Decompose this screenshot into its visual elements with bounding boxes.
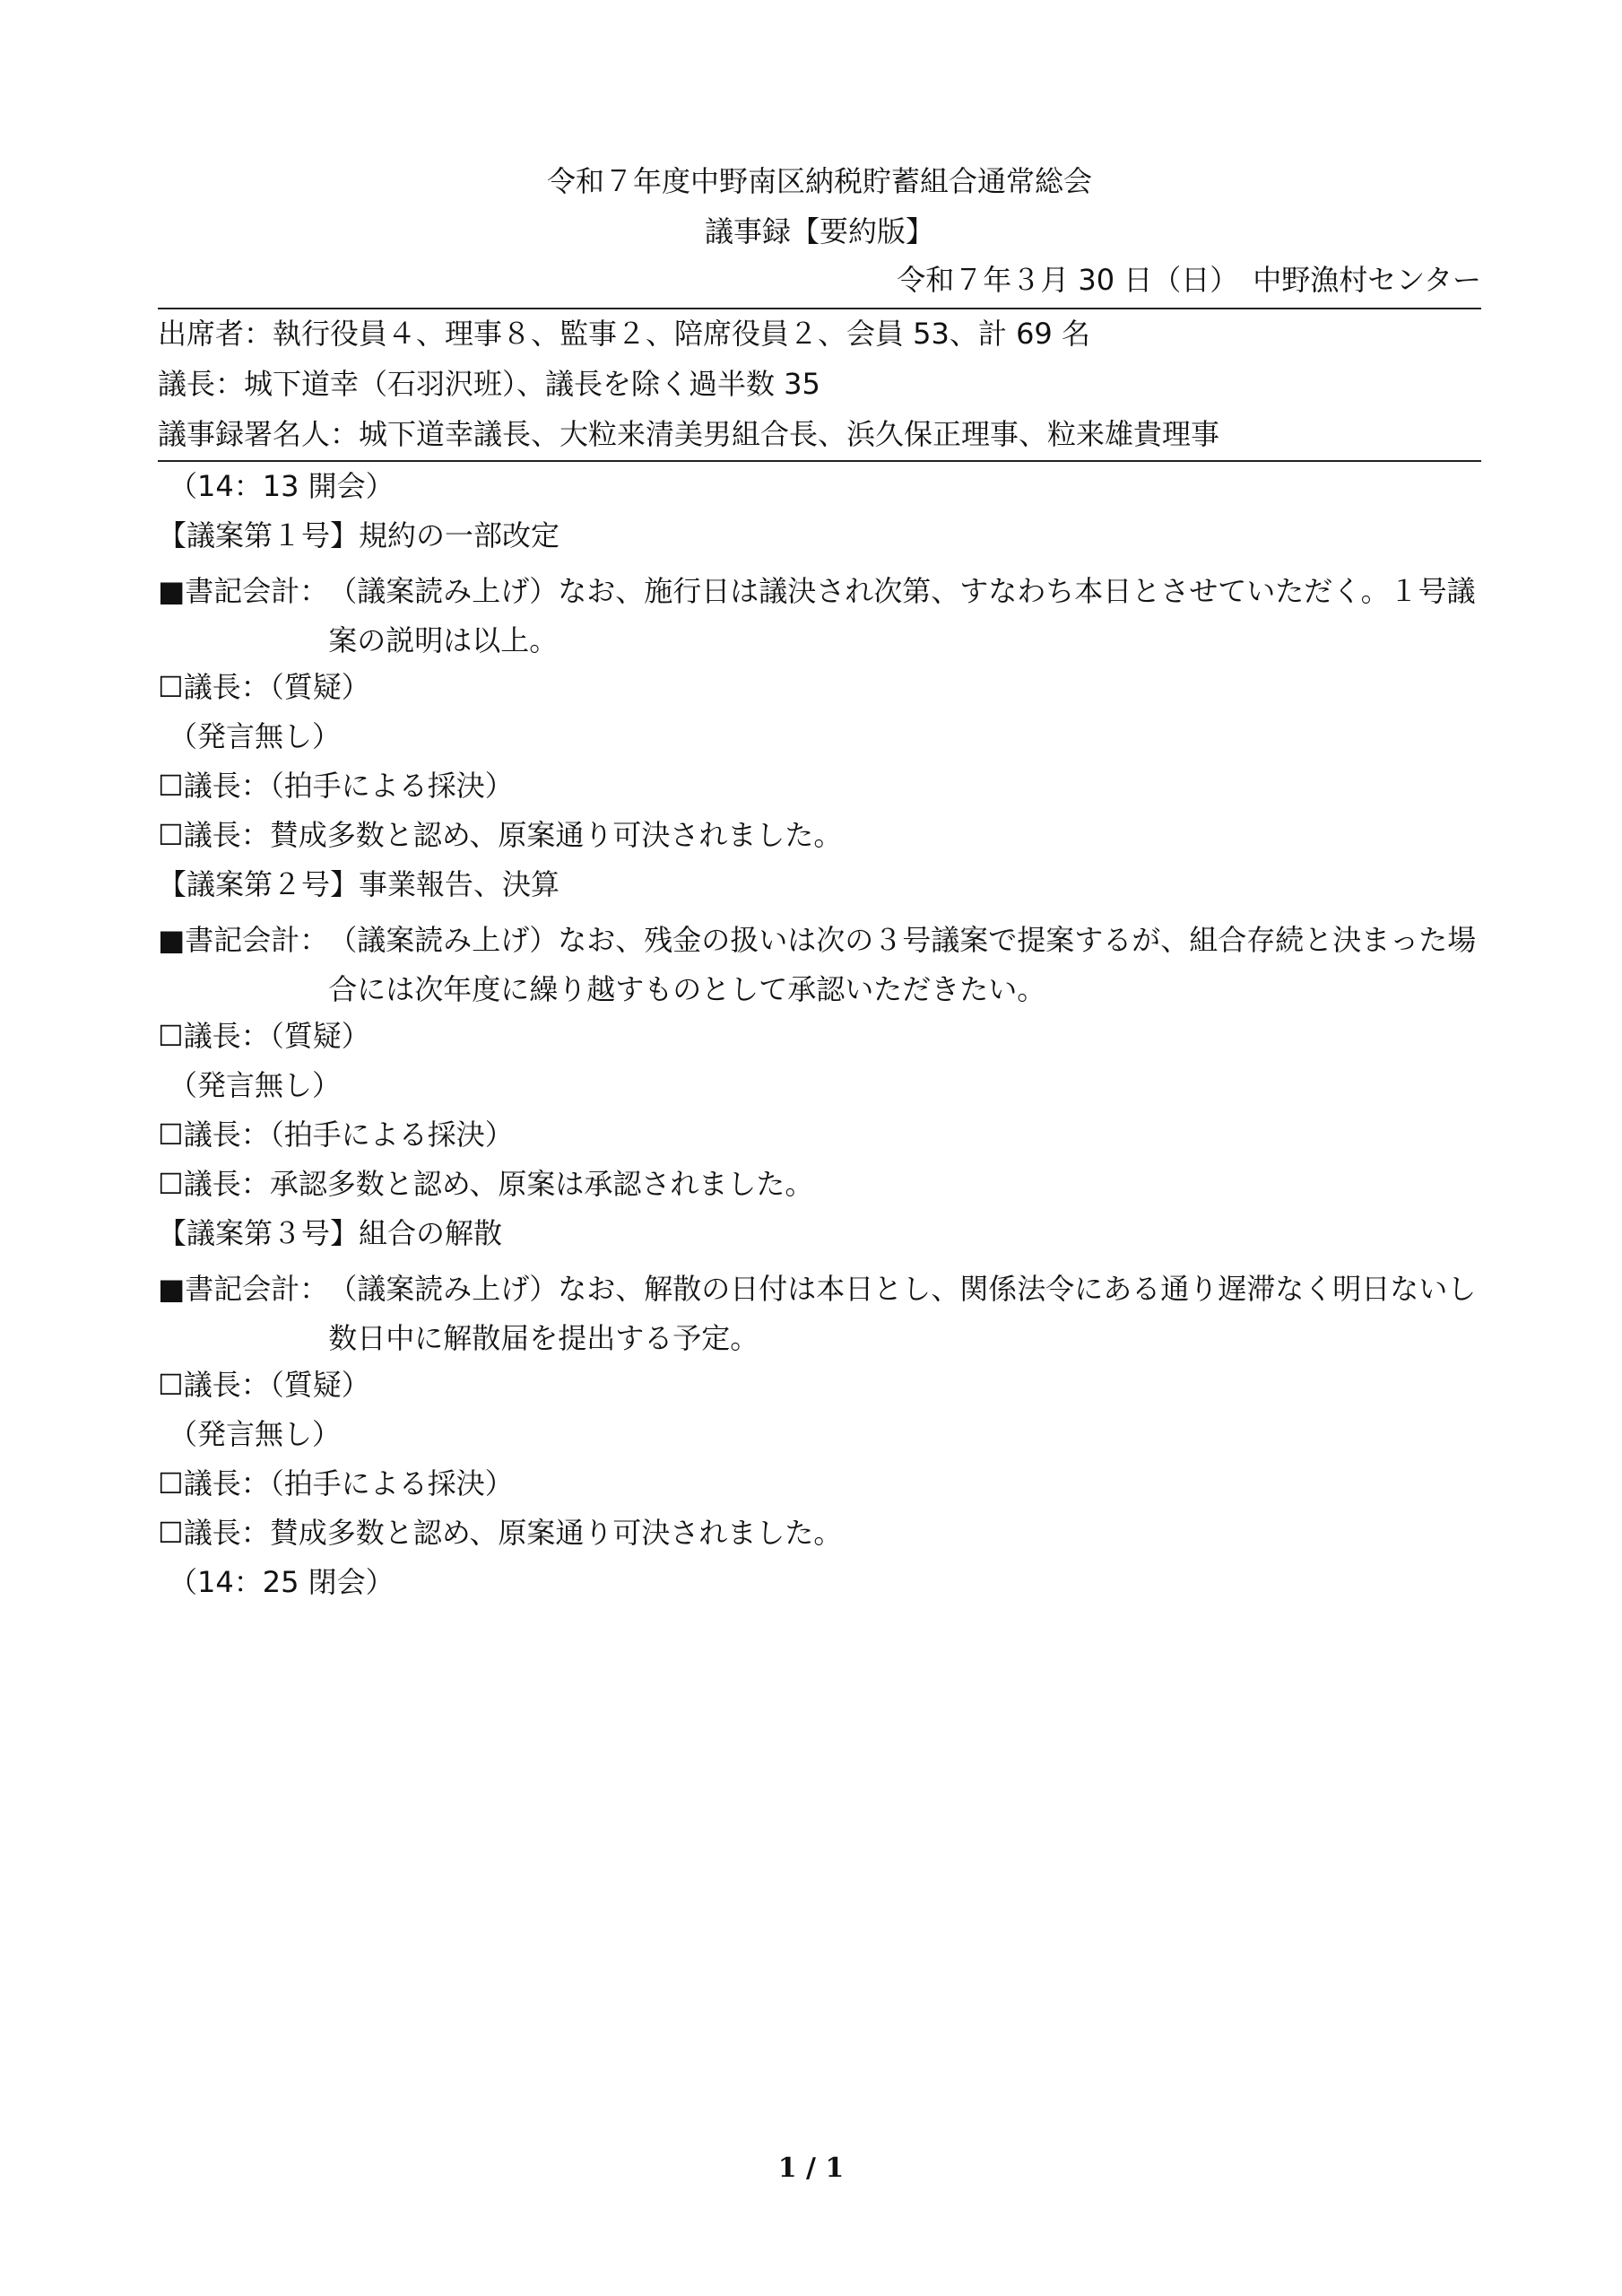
agenda-item-2-no-remarks: （発言無し） xyxy=(169,1068,342,1102)
attendees-line: 出席者：執行役員４、理事８、監事２、陪席役員２、会員 53、計 69 名 xyxy=(158,317,1090,351)
statement-text: （議案読み上げ）なお、解散の日付は本日とし、関係法令にある通り遅滞なく明日ないし数日中に解散届を提出する予定。 xyxy=(328,1272,1477,1355)
agenda-item-1-no-remarks: （発言無し） xyxy=(169,719,342,753)
speaker-label: ■書記会計： xyxy=(158,923,329,957)
document-subtitle: 議事録【要約版】 xyxy=(704,214,934,248)
statement-text: （議案読み上げ）なお、施行日は議決され次第、すなわち本日とさせていただく。１号議案の説明は以上。 xyxy=(328,574,1476,657)
agenda-item-1-result: ☐議長：賛成多数と認め、原案通り可決されました。 xyxy=(158,818,843,852)
divider-bottom xyxy=(158,460,1481,462)
opening-time: （14：13 開会） xyxy=(169,469,395,503)
agenda-item-1-questions: ☐議長：（質疑） xyxy=(158,670,370,704)
minutes-body xyxy=(158,468,1481,1613)
agenda-item-2-clerk-statement xyxy=(158,916,1481,1014)
speaker-label: ■書記会計： xyxy=(158,1272,329,1306)
agenda-item-3-questions: ☐議長：（質疑） xyxy=(158,1368,370,1402)
agenda-item-3-no-remarks: （発言無し） xyxy=(169,1417,342,1451)
divider-top xyxy=(158,308,1481,309)
agenda-item-2-heading: 【議案第２号】事業報告、決算 xyxy=(158,867,560,901)
agenda-item-2-result: ☐議長：承認多数と認め、原案は承認されました。 xyxy=(158,1167,814,1201)
agenda-item-2-questions: ☐議長：（質疑） xyxy=(158,1019,370,1053)
page-number: 1 / 1 xyxy=(777,2152,845,2184)
agenda-item-1-clerk-statement xyxy=(158,567,1481,665)
agenda-item-3-result: ☐議長：賛成多数と認め、原案通り可決されました。 xyxy=(158,1516,843,1550)
signers-line: 議事録署名人：城下道幸議長、大粒来清美男組合長、浜久保正理事、粒来雄貴理事 xyxy=(158,417,1220,451)
agenda-item-2-vote: ☐議長：（拍手による採決） xyxy=(158,1118,514,1152)
agenda-item-3-vote: ☐議長：（拍手による採決） xyxy=(158,1466,514,1500)
agenda-item-3-heading: 【議案第３号】組合の解散 xyxy=(158,1216,503,1250)
agenda-item-3-clerk-statement xyxy=(158,1265,1481,1363)
statement-text: （議案読み上げ）なお、残金の扱いは次の３号議案で提案するが、組合存続と決まった場合には次年度に繰り越すものとして承認いただきたい。 xyxy=(328,923,1477,1006)
agenda-item-1-vote: ☐議長：（拍手による採決） xyxy=(158,769,514,803)
chair-line: 議長：城下道幸（石羽沢班）、議長を除く過半数 35 xyxy=(158,367,820,401)
date-and-venue: 令和７年３月 30 日（日） 中野漁村センター xyxy=(897,263,1481,297)
document-title: 令和７年度中野南区納税貯蓄組合通常総会 xyxy=(546,164,1092,198)
closing-time: （14：25 閉会） xyxy=(169,1565,395,1599)
speaker-label: ■書記会計： xyxy=(158,574,329,608)
agenda-item-1-heading: 【議案第１号】規約の一部改定 xyxy=(158,518,560,552)
